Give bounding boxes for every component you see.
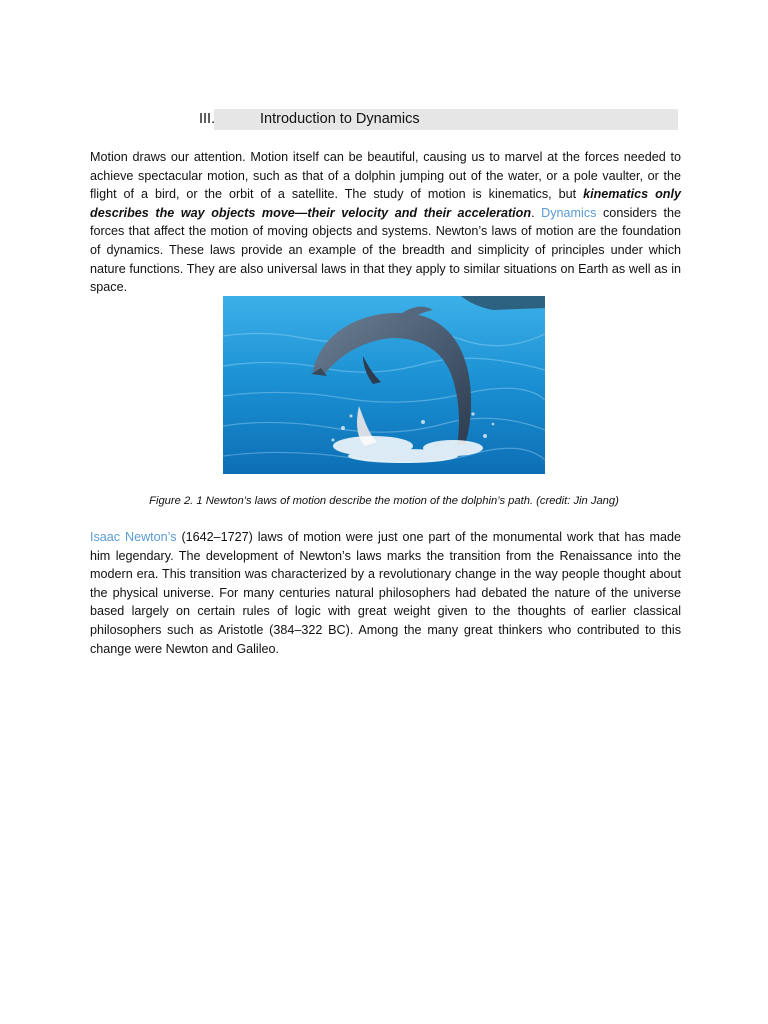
intro-text-2: . [531,205,542,220]
section-title: Introduction to Dynamics [260,111,420,127]
newton-paragraph [90,528,681,658]
newton-text: (1642–1727) laws of motion were just one part of the monumental work that has made him legendary. The development of Newton’s laws marks the transition from the Renaissance into the modern era. This transition was characterized by a revolutionary change in the way people thought about the physical universe. For many centuries natural philosophers had debated the nature of the universe based largely on certain rules of logic with great weight given to the thoughts of earlier classical philosophers such as Aristotle (384–322 BC). Among the many great thinkers who contributed to this change were Newton and Galileo. [90,530,682,656]
section-number: III. [199,111,216,127]
intro-text-1: Motion draws our attention. Motion itself can be beautiful, causing us to marvel at the forces needed to achieve spectacular motion, such as that of a dolphin jumping out of the water, or a pole vaulter, or the flight of a bird, or the orbit of a satellite. The study of motion is kinematics, but [90,150,681,202]
dolphin-illustration [223,296,545,474]
isaac-newton-link[interactable]: Isaac Newton’s [90,530,177,544]
intro-text-3: considers the forces that affect the motion of moving objects and systems. Newton’s laws of motion are the foundation of dynamics. These laws provide an example of the breadth and simplicity of principles under which nature functions. They are also universal laws in that they apply to similar situations on Earth as well as in space. [90,205,681,295]
dolphin-figure-image [223,296,545,474]
intro-paragraph [90,148,681,297]
dynamics-link[interactable]: Dynamics [541,205,597,220]
figure-caption: Figure 2. 1 Newton’s laws of motion describe the motion of the dolphin’s path. (credit: Jin Jang) [149,495,619,507]
kinematics-emphasis: kinematics only describes the way objects move—their velocity and their acceleration [90,187,681,220]
